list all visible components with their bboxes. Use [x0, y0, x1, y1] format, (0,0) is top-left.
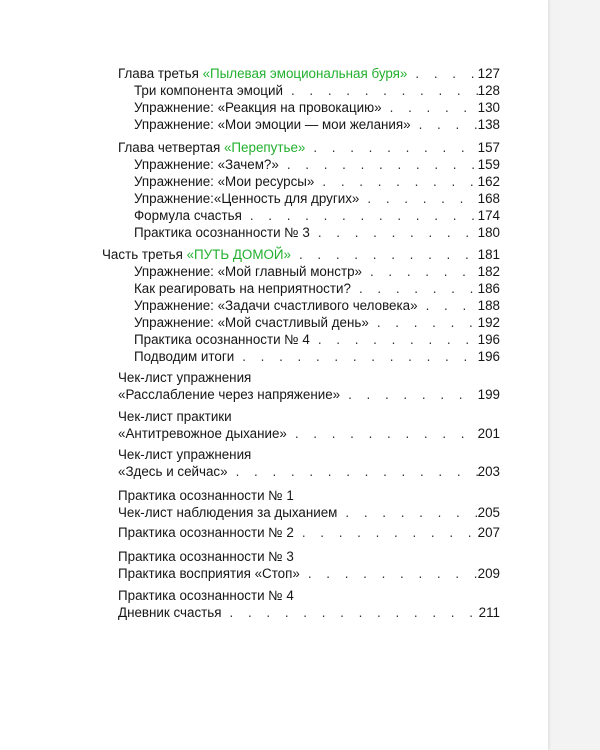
toc-item: [134, 82, 500, 99]
dot-leader: [359, 190, 477, 207]
toc-appendix-entry: [118, 487, 500, 521]
toc-item: [134, 263, 500, 280]
dot-leader: [300, 565, 478, 582]
entry-second-line: Практика восприятия «Стоп»: [118, 566, 300, 581]
dot-leader: [340, 386, 478, 403]
page-number: 138: [477, 117, 500, 132]
chapter-prefix: Глава третья: [118, 66, 199, 81]
dot-leader: [242, 207, 478, 224]
page-number: 196: [477, 332, 500, 347]
dot-leader: [310, 331, 478, 348]
dot-leader: [351, 280, 478, 297]
item-label: Упражнение:«Ценность для других»: [134, 191, 360, 206]
dot-leader: [287, 425, 478, 442]
dot-leader: [310, 224, 478, 241]
entry-second-line: Практика осознанности № 2: [118, 525, 294, 540]
entry-second-line: Чек-лист наблюдения за дыханием: [118, 505, 338, 520]
item-label: Упражнение: «Мой счастливый день»: [134, 315, 369, 330]
page-number: 128: [477, 83, 500, 98]
page-number: 209: [477, 566, 500, 581]
dot-leader: [234, 348, 477, 365]
dot-leader: [228, 463, 478, 480]
dot-leader: [222, 604, 479, 621]
item-label: Подводим итоги: [134, 349, 235, 364]
page-number: 130: [477, 100, 500, 115]
dot-leader: [407, 65, 477, 82]
page-number: 201: [477, 426, 500, 441]
toc-appendix-entry: [118, 524, 500, 541]
toc-item: [134, 297, 500, 314]
page-number: 159: [477, 157, 500, 172]
page-number: 168: [477, 191, 500, 206]
dot-leader: [283, 82, 478, 99]
entry-second-line: Дневник счастья: [118, 605, 222, 620]
item-label: Упражнение: «Зачем?»: [134, 157, 279, 172]
page-number: 199: [477, 387, 500, 402]
toc-appendix-entry: [118, 446, 500, 480]
toc-item: [134, 280, 500, 297]
chapter-title: «Перепутье»: [223, 140, 306, 155]
dot-leader: [382, 99, 478, 116]
dot-leader: [369, 314, 478, 331]
item-label: Три компонента эмоций: [134, 83, 283, 98]
part-title: «ПУТЬ ДОМОЙ»: [186, 247, 291, 262]
toc-chapter-3: [118, 65, 500, 82]
toc-item: [134, 207, 500, 224]
toc-item: [134, 224, 500, 241]
item-label: Практика осознанности № 3: [134, 225, 310, 240]
toc-item: [134, 190, 500, 207]
entry-first-line: Чек-лист практики: [118, 409, 232, 424]
entry-first-line: Практика осознанности № 3: [118, 549, 294, 564]
dot-leader: [314, 173, 477, 190]
page-number: 211: [478, 605, 500, 620]
item-label: Формула счастья: [134, 208, 242, 223]
page-number: 207: [477, 525, 500, 540]
entry-first-line: Практика осознанности № 4: [118, 588, 294, 603]
entry-second-line: «Здесь и сейчас»: [118, 464, 228, 479]
toc-appendix-entry: [118, 369, 500, 403]
dot-leader: [337, 504, 477, 521]
entry-first-line: Практика осознанности № 1: [118, 488, 294, 503]
chapter-title: «Пылевая эмоциональная буря»: [202, 66, 408, 81]
entry-first-line: Чек-лист упражнения: [118, 447, 252, 462]
page-number: 180: [477, 225, 500, 240]
page-number: 196: [477, 349, 500, 364]
item-label: Упражнение: «Реакция на провокацию»: [134, 100, 382, 115]
dot-leader: [362, 263, 478, 280]
toc-item: [134, 314, 500, 331]
toc-appendix-entry: [118, 408, 500, 442]
item-label: Упражнение: «Мой главный монстр»: [134, 264, 362, 279]
toc-appendix-entry: [118, 548, 500, 582]
page-number: 157: [477, 140, 500, 155]
page-number: 127: [477, 66, 500, 81]
page-number: 174: [477, 208, 500, 223]
chapter-prefix: Глава четвертая: [118, 140, 221, 155]
page-number: 186: [477, 281, 500, 296]
toc-item: [134, 173, 500, 190]
part-prefix: Часть третья: [102, 247, 183, 262]
entry-second-line: «Антитревожное дыхание»: [118, 426, 287, 441]
dot-leader: [279, 156, 478, 173]
item-label: Упражнение: «Задачи счастливого человека»: [134, 298, 418, 313]
toc-item: [134, 156, 500, 173]
page-number: 182: [477, 264, 500, 279]
page-number: 181: [477, 247, 500, 262]
page-number: 203: [477, 464, 500, 479]
toc-appendix-entry: [118, 587, 500, 621]
page-number: 188: [477, 298, 500, 313]
item-label: Практика осознанности № 4: [134, 332, 310, 347]
toc-item: [134, 331, 500, 348]
page-number: 192: [477, 315, 500, 330]
page-number: 205: [477, 505, 500, 520]
dot-leader: [305, 139, 477, 156]
entry-second-line: «Расслабление через напряжение»: [118, 387, 341, 402]
toc-item: [134, 348, 500, 365]
item-label: Упражнение: «Мои эмоции — мои желания»: [134, 117, 411, 132]
page-number: 162: [477, 174, 500, 189]
item-label: Как реагировать на неприятности?: [134, 281, 351, 296]
toc-item: [134, 99, 500, 116]
dot-leader: [418, 297, 478, 314]
toc-part-3: [102, 246, 500, 263]
item-label: Упражнение: «Мои ресурсы»: [134, 174, 315, 189]
entry-first-line: Чек-лист упражнения: [118, 370, 252, 385]
dot-leader: [291, 246, 478, 263]
dot-leader: [294, 524, 478, 541]
dot-leader: [411, 116, 478, 133]
toc-chapter-4: [118, 139, 500, 156]
toc-item: [134, 116, 500, 133]
